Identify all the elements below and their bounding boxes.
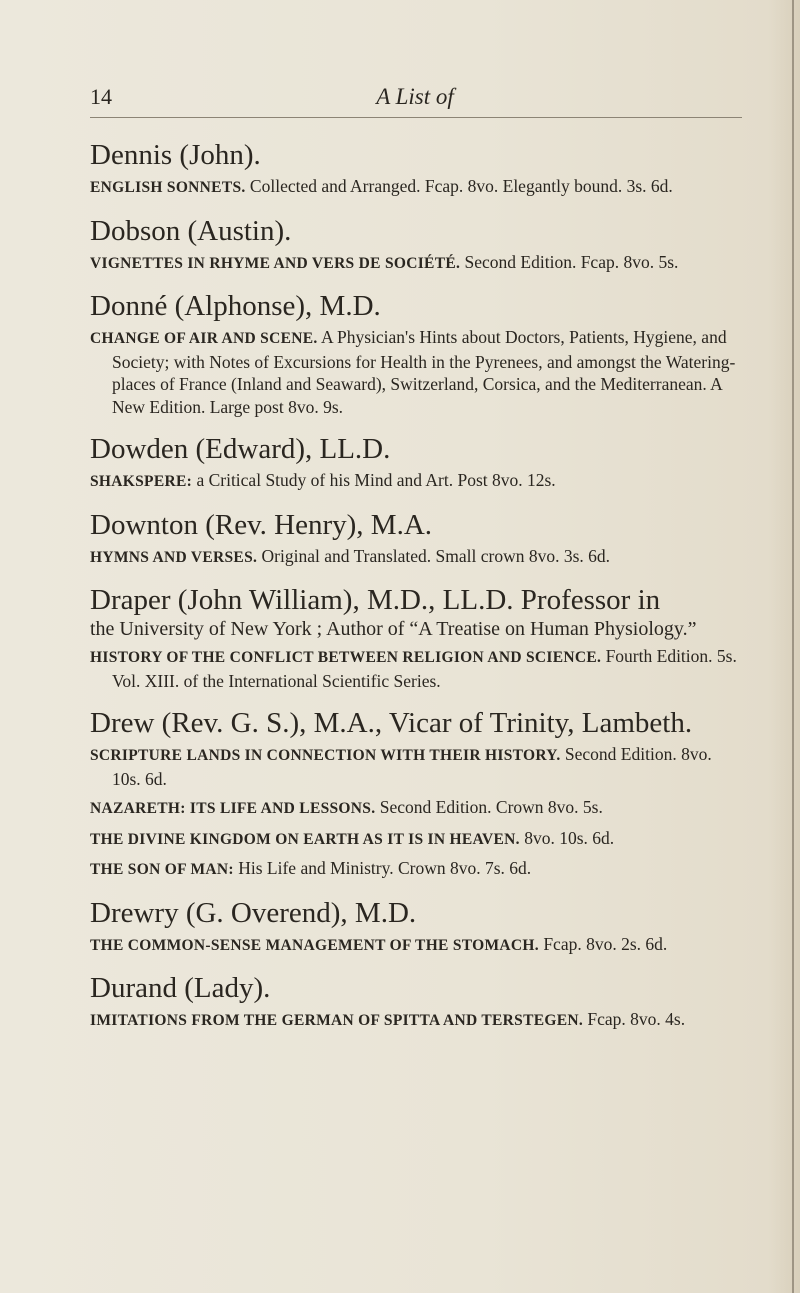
author-heading: Drew (Rev. G. S.), M.A., Vicar of Trinity, Lambeth. (90, 707, 693, 739)
author-heading: Durand (Lady). (90, 972, 271, 1004)
work-title: HISTORY OF THE CONFLICT BETWEEN RELIGION AND SCIENCE. (90, 649, 602, 666)
author-heading: Downton (Rev. Henry), M.A. (90, 508, 433, 541)
work-item (90, 796, 742, 821)
work-item (90, 933, 742, 958)
work-item (90, 827, 742, 852)
page-edge-shadow (792, 0, 794, 1293)
work-title: ENGLISH SONNETS. (90, 179, 246, 196)
work-item (90, 469, 742, 494)
entry-donne (90, 289, 742, 418)
work-detail: Collected and Arranged. Fcap. 8vo. Elegantly bound. 3s. 6d. (249, 176, 673, 196)
header-rule (90, 117, 742, 118)
work-item (90, 326, 742, 418)
entry-draper (90, 583, 742, 692)
entry-durand (90, 971, 742, 1033)
work-item (90, 1008, 742, 1033)
work-detail: a Critical Study of his Mind and Art. Post 8vo. 12s. (196, 470, 556, 490)
work-detail: Fcap. 8vo. 2s. 6d. (543, 933, 668, 954)
work-item (90, 545, 742, 570)
catalogue-list (90, 138, 742, 1047)
work-title: SCRIPTURE LANDS IN CONNECTION WITH THEIR HISTORY. (90, 747, 561, 764)
entry-drewry (90, 896, 742, 958)
author-heading: Draper (John William), M.D., LL.D. Professor in (90, 584, 661, 616)
work-item (90, 857, 742, 882)
work-title: VIGNETTES IN RHYME AND VERS DE SOCIÉTÉ. (90, 254, 461, 272)
work-title: THE COMMON-SENSE MANAGEMENT OF THE STOMACH. (90, 936, 539, 954)
running-head (90, 84, 740, 114)
author-note: the University of New York ; Author of “A Treatise on Human Physiology.” (90, 618, 697, 640)
page-number: 14 (90, 84, 112, 109)
work-detail: 8vo. 10s. 6d. (524, 827, 615, 848)
author-heading: Dobson (Austin). (90, 214, 292, 247)
work-item (90, 251, 742, 276)
work-title: THE SON OF MAN: (90, 861, 234, 878)
work-detail: His Life and Ministry. Crown 8vo. 7s. 6d. (238, 858, 532, 878)
entry-downton (90, 508, 742, 570)
work-title: THE DIVINE KINGDOM ON EARTH AS IT IS IN HEAVEN. (90, 830, 520, 848)
work-detail: Fcap. 8vo. 4s. (587, 1009, 686, 1029)
work-title: IMITATIONS FROM THE GERMAN OF SPITTA AND TERSTEGEN. (90, 1012, 584, 1029)
author-heading: Dowden (Edward), LL.D. (90, 433, 391, 465)
work-detail: Second Edition. Crown 8vo. 5s. (379, 797, 603, 817)
work-item (90, 645, 742, 692)
entry-dennis (90, 138, 742, 200)
author-heading: Dennis (John). (90, 139, 261, 171)
entry-drew (90, 706, 742, 882)
work-detail: Original and Translated. Small crown 8vo. 3s. 6d. (261, 545, 611, 566)
work-item (90, 743, 742, 790)
author-heading: Donné (Alphonse), M.D. (90, 290, 381, 322)
work-detail: Second Edition. 8vo. 10s. 6d. (112, 744, 712, 789)
work-detail: Second Edition. Fcap. 8vo. 5s. (464, 251, 679, 272)
entry-dobson (90, 214, 742, 276)
author-heading: Drewry (G. Overend), M.D. (90, 896, 417, 929)
work-title: SHAKSPERE: (90, 473, 193, 490)
running-title: A List of (376, 84, 454, 109)
work-title: NAZARETH: ITS LIFE AND LESSONS. (90, 800, 376, 817)
work-item (90, 175, 742, 200)
work-detail: A Physician's Hints about Doctors, Patients, Hygiene, and Society; with Notes of Excursions for Health in the Pyrenees, and amongst the Watering-places of France (Inland and Seaward), Switzerland, Corsica, and the Mediterranean. A New Edition. Large post 8vo. 9s. (112, 327, 736, 417)
work-title: HYMNS AND VERSES. (90, 548, 258, 566)
work-detail: Fourth Edition. 5s. Vol. XIII. of the International Scientific Series. (112, 646, 737, 691)
work-title: CHANGE OF AIR AND SCENE. (90, 330, 318, 347)
entry-dowden (90, 432, 742, 494)
